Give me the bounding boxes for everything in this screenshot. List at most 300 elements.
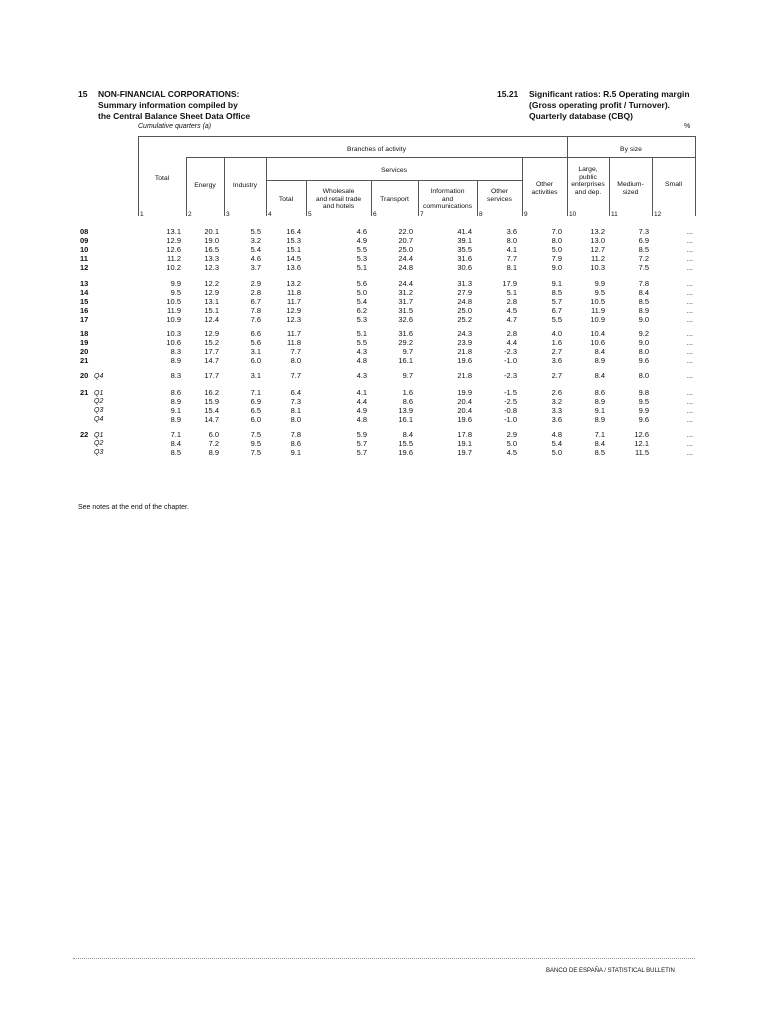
row-quarter-label: Q4 [94,373,104,380]
table-cell: 5.0 [506,439,517,448]
table-cell: 27.9 [457,288,472,297]
table-cell: 12.4 [204,315,219,324]
table-cell: 4.1 [506,245,517,254]
column-number: 5 [308,211,312,218]
table-cell: 12.6 [166,245,181,254]
table-cell: 39.1 [457,236,472,245]
column-number: 7 [420,211,424,218]
table-cell: 16.4 [286,227,301,236]
table-cell: 6.4 [290,388,301,397]
table-cell: 13.0 [590,236,605,245]
table-cell: 4.5 [506,306,517,315]
row-year-label: 21 [80,356,89,365]
services-total-header: Total [278,196,294,203]
table-cell: 3.1 [250,347,261,356]
table-cell: 8.6 [290,439,301,448]
table-cell: 3.7 [250,263,261,272]
table-cell: 10.2 [166,263,181,272]
table-cell: 9.5 [170,288,181,297]
table-cell: 13.2 [590,227,605,236]
table-cell: -1.0 [504,356,517,365]
table-cell: 4.3 [356,347,367,356]
header-line: Medium- [617,181,644,188]
column-number: 8 [479,211,483,218]
table-cell: 9.0 [638,338,649,347]
table-cell: 6.7 [551,306,562,315]
table-cell: 8.9 [594,397,605,406]
table-cell: 9.0 [551,263,562,272]
table-cell: 8.5 [170,448,181,457]
table-cell: 17.8 [457,430,472,439]
chapter-title-line: NON-FINANCIAL CORPORATIONS: [98,89,240,99]
table-cell: 3.2 [250,236,261,245]
table-cell: 2.6 [551,388,562,397]
table-cell: 8.0 [506,236,517,245]
table-cell: 31.2 [398,288,413,297]
table-cell: 24.8 [457,297,472,306]
table-cell: 6.0 [250,415,261,424]
header-rule [186,157,567,158]
table-cell: ... [686,347,693,356]
table-cell: ... [686,306,693,315]
table-cell: 3.3 [551,406,562,415]
industry-header: Industry [232,182,258,189]
table-cell: 17.7 [204,347,219,356]
table-cell: 6.2 [356,306,367,315]
row-year-label: 12 [80,263,89,272]
column-number: 3 [226,211,230,218]
table-cell: 5.6 [250,338,261,347]
table-cell: 20.4 [457,397,472,406]
table-cell: 13.9 [398,406,413,415]
row-year-label: 11 [80,254,88,263]
table-cell: 8.5 [594,448,605,457]
table-cell: 31.6 [457,254,472,263]
header-divider [266,157,267,216]
column-number: 12 [654,211,662,218]
table-cell: 4.7 [506,315,517,324]
table-cell: 30.6 [457,263,472,272]
header-top-rule [138,136,696,137]
table-cell: ... [686,356,693,365]
table-cell: 31.5 [398,306,413,315]
table-cell: 6.9 [250,397,261,406]
table-cell: 8.5 [638,245,649,254]
table-cell: 5.1 [356,263,367,272]
table-row [0,236,770,245]
table-cell: 4.6 [250,254,261,263]
table-cell: 12.9 [204,329,219,338]
row-year-label: 20 [80,371,89,380]
table-cell: 8.4 [594,439,605,448]
table-cell: 3.6 [506,227,517,236]
table-cell: 6.5 [250,406,261,415]
header-line: Wholesale [322,188,355,195]
table-cell: 4.3 [356,371,367,380]
header-line: and hotels [322,203,355,210]
row-quarter-label: Q3 [94,407,104,414]
table-cell: 19.7 [457,448,472,457]
table-cell: 35.5 [457,245,472,254]
table-cell: 9.1 [594,406,605,415]
table-cell: 8.0 [290,356,301,365]
row-year-label: 20 [80,347,89,356]
row-quarter-label: Q2 [94,398,104,405]
table-cell: 5.1 [356,329,367,338]
table-cell: 12.1 [634,439,649,448]
by-size-header: By size [620,146,642,153]
row-year-label: 13 [80,279,89,288]
table-cell: 8.1 [290,406,301,415]
table-cell: 9.2 [638,329,649,338]
table-cell: 2.9 [506,430,517,439]
table-cell: 15.4 [204,406,219,415]
header-line: and [441,195,454,203]
table-cell: 4.6 [356,227,367,236]
table-cell: 19.6 [457,415,472,424]
table-cell: 8.5 [551,288,562,297]
table-title-line: Quarterly database (CBQ) [529,111,633,121]
table-cell: 5.0 [551,245,562,254]
table-cell: 9.9 [638,406,649,415]
table-cell: 12.3 [204,263,219,272]
table-cell: 5.6 [356,279,367,288]
table-cell: ... [686,439,693,448]
table-cell: 2.9 [250,279,261,288]
table-cell: 5.1 [506,288,517,297]
table-row [0,329,770,338]
table-cell: 5.7 [356,439,367,448]
table-row [0,338,770,347]
table-cell: 19.1 [457,439,472,448]
table-cell: 2.8 [506,329,517,338]
header-line: public [579,173,597,181]
table-cell: 8.4 [638,288,649,297]
table-cell: 4.9 [356,406,367,415]
table-cell: 7.8 [290,430,301,439]
table-cell: 12.9 [204,288,219,297]
table-cell: -1.5 [504,388,517,397]
table-cell: 23.9 [457,338,472,347]
table-cell: ... [686,397,693,406]
table-cell: 7.1 [250,388,261,397]
table-row [0,371,770,380]
table-cell: 9.5 [638,397,649,406]
header-line: sized [622,188,639,196]
table-row [0,415,770,424]
table-cell: 8.6 [594,388,605,397]
table-cell: 31.7 [398,297,413,306]
table-cell: ... [686,236,693,245]
table-cell: 7.2 [208,439,219,448]
table-cell: 16.2 [204,388,219,397]
table-row [0,297,770,306]
table-number: 15.21 [497,89,519,99]
table-cell: 20.7 [398,236,413,245]
table-cell: 9.7 [402,347,413,356]
table-cell: ... [686,371,693,380]
table-cell: 19.0 [204,236,219,245]
table-row [0,263,770,272]
header-line: activities [531,188,558,196]
table-cell: 13.2 [286,279,301,288]
table-cell: ... [686,338,693,347]
table-cell: 19.6 [398,448,413,457]
column-number: 11 [611,211,618,218]
table-cell: 4.0 [551,329,562,338]
table-cell: 6.9 [638,236,649,245]
table-cell: 11.9 [590,306,605,315]
table-row [0,306,770,315]
table-cell: 29.2 [398,338,413,347]
column-number: 9 [524,211,528,218]
row-quarter-label: Q4 [94,416,104,423]
table-cell: 10.9 [590,315,605,324]
table-title-line: (Gross operating profit / Turnover). [529,100,671,110]
table-cell: 20.1 [204,227,219,236]
table-cell: 7.3 [638,227,649,236]
table-cell: 5.3 [356,254,367,263]
table-cell: 8.4 [594,347,605,356]
table-cell: 8.9 [594,356,605,365]
table-cell: 7.7 [290,371,301,380]
header-divider [695,136,696,216]
footer-text: BANCO DE ESPAÑA / STATISTICAL BULLETIN [546,968,675,974]
table-cell: 5.3 [356,315,367,324]
table-cell: 2.8 [506,297,517,306]
table-cell: 32.6 [398,315,413,324]
table-cell: 8.4 [170,439,181,448]
table-cell: 15.1 [204,306,219,315]
table-cell: 5.5 [356,338,367,347]
table-cell: 5.7 [356,448,367,457]
table-cell: 7.2 [638,254,649,263]
column-number: 1 [140,211,144,218]
table-cell: 9.6 [638,415,649,424]
table-cell: 11.2 [590,254,605,263]
transport-header: Transport [380,196,409,203]
table-cell: 12.9 [166,236,181,245]
table-cell: 24.3 [457,329,472,338]
table-cell: 24.4 [398,254,413,263]
table-cell: 22.0 [398,227,413,236]
table-cell: 12.2 [204,279,219,288]
table-row [0,227,770,236]
table-cell: 5.5 [551,315,562,324]
header-line: and retail trade [315,195,362,203]
table-cell: 6.7 [250,297,261,306]
table-cell: 15.1 [286,245,301,254]
row-quarter-label: Q3 [94,449,104,456]
table-cell: 16.5 [204,245,219,254]
services-header: Services [380,167,408,174]
table-cell: 7.3 [290,397,301,406]
table-cell: 7.6 [250,315,261,324]
table-cell: 25.0 [398,245,413,254]
other-services-header [477,188,522,203]
table-cell: ... [686,448,693,457]
table-cell: ... [686,415,693,424]
table-cell: 11.2 [166,254,181,263]
table-cell: 3.6 [551,415,562,424]
row-year-label: 22 [80,430,89,439]
information-header [418,188,477,211]
large-enterprises-header [567,166,609,196]
total-header: Total [154,175,170,182]
table-cell: 4.4 [506,338,517,347]
medium-sized-header [609,181,652,196]
table-row [0,347,770,356]
header-line: Other [536,181,553,188]
table-cell: 9.6 [638,356,649,365]
table-cell: 13.1 [204,297,219,306]
table-cell: 15.9 [204,397,219,406]
table-cell: 12.3 [286,315,301,324]
unit-label: % [684,123,691,130]
table-row [0,288,770,297]
table-cell: -0.8 [504,406,517,415]
table-cell: 9.1 [290,448,301,457]
subtitle: Cumulative quarters (a) [138,123,212,130]
table-cell: 31.3 [457,279,472,288]
table-cell: 7.7 [290,347,301,356]
table-cell: 2.8 [250,288,261,297]
table-cell: 25.2 [457,315,472,324]
header-rule [568,157,696,158]
table-cell: 8.9 [208,448,219,457]
footnote: See notes at the end of the chapter. [78,504,189,511]
table-cell: 16.1 [398,356,413,365]
table-cell: 8.9 [170,397,181,406]
header-line: Information [430,188,465,195]
row-year-label: 19 [80,338,89,347]
table-cell: 8.5 [638,297,649,306]
table-cell: 12.9 [286,306,301,315]
table-cell: 1.6 [402,388,413,397]
table-row [0,245,770,254]
table-cell: 4.1 [356,388,367,397]
table-cell: 8.9 [594,415,605,424]
table-cell: 7.5 [638,263,649,272]
table-row [0,388,770,397]
header-line: enterprises [571,181,605,188]
table-cell: 10.5 [590,297,605,306]
table-cell: 5.4 [250,245,261,254]
table-cell: -2.3 [504,371,517,380]
table-cell: 3.6 [551,356,562,365]
table-cell: 21.8 [457,347,472,356]
column-number: 4 [268,211,272,218]
table-cell: 11.8 [286,288,301,297]
header-line: services [487,195,512,203]
table-cell: 7.1 [170,430,181,439]
table-cell: 5.9 [356,430,367,439]
table-cell: 11.7 [286,329,301,338]
table-cell: 12.7 [590,245,605,254]
table-cell: 12.6 [634,430,649,439]
table-cell: ... [686,329,693,338]
table-cell: 9.7 [402,371,413,380]
table-row [0,356,770,365]
table-cell: 5.7 [551,297,562,306]
table-cell: 5.0 [551,448,562,457]
column-number: 6 [373,211,377,218]
table-cell: 24.4 [398,279,413,288]
table-cell: 31.6 [398,329,413,338]
table-cell: 10.5 [166,297,181,306]
table-cell: 7.7 [506,254,517,263]
table-cell: ... [686,315,693,324]
chapter-number: 15 [78,89,88,99]
table-cell: 8.6 [402,397,413,406]
table-cell: 5.5 [250,227,261,236]
table-row [0,406,770,415]
table-cell: 11.7 [286,297,301,306]
table-cell: 10.6 [166,338,181,347]
table-cell: 4.5 [506,448,517,457]
table-cell: 3.2 [551,397,562,406]
table-cell: 8.4 [594,371,605,380]
table-cell: 8.9 [638,306,649,315]
table-cell: 8.1 [506,263,517,272]
column-number: 10 [569,211,577,218]
row-year-label: 17 [80,315,89,324]
wholesale-header [306,188,371,211]
chapter-title-line: Summary information compiled by [98,100,238,110]
table-cell: 7.5 [250,430,261,439]
row-quarter-label: Q1 [94,432,104,439]
row-year-label: 10 [80,245,89,254]
table-cell: 15.5 [398,439,413,448]
table-row [0,254,770,263]
table-cell: 5.0 [356,288,367,297]
table-cell: 7.0 [551,227,562,236]
table-row [0,439,770,448]
table-cell: 1.6 [551,338,562,347]
table-cell: 5.5 [356,245,367,254]
table-cell: 7.8 [638,279,649,288]
table-row [0,430,770,439]
table-cell: 7.5 [250,448,261,457]
branches-header: Branches of activity [347,146,406,153]
table-cell: ... [686,406,693,415]
table-cell: 24.8 [398,263,413,272]
header-line: Large, [578,166,598,173]
table-cell: 17.7 [204,371,219,380]
table-cell: 21.8 [457,371,472,380]
table-cell: -2.3 [504,347,517,356]
table-cell: ... [686,288,693,297]
table-cell: 11.9 [166,306,181,315]
table-cell: 6.0 [250,356,261,365]
table-cell: 16.1 [398,415,413,424]
table-cell: 14.7 [204,356,219,365]
table-cell: ... [686,263,693,272]
table-cell: 8.9 [170,415,181,424]
table-cell: 14.7 [204,415,219,424]
table-cell: 8.4 [402,430,413,439]
table-cell: ... [686,254,693,263]
table-cell: 6.0 [208,430,219,439]
table-cell: ... [686,430,693,439]
table-cell: 25.0 [457,306,472,315]
table-cell: 3.1 [250,371,261,380]
table-cell: 15.3 [286,236,301,245]
table-cell: -2.5 [504,397,517,406]
row-year-label: 16 [80,306,89,315]
row-year-label: 14 [80,288,89,297]
table-cell: 5.4 [356,297,367,306]
